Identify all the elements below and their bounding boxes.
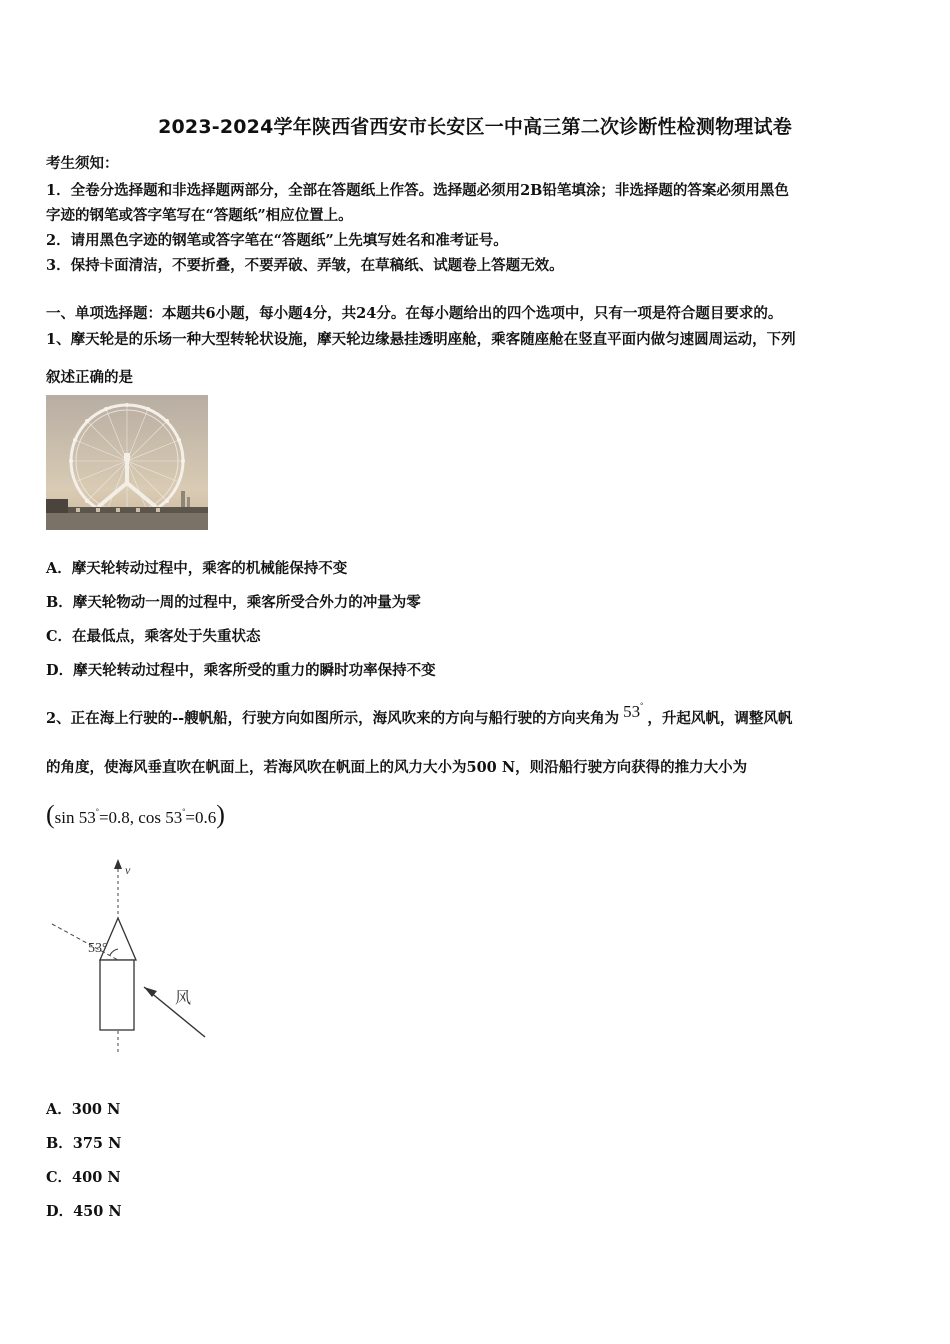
question-2-stem-line-2: 的角度，使海风垂直吹在帆面上，若海风吹在帆面上的风力大小为500 N，则沿船行驶方向获得的推力大小为 — [46, 759, 748, 776]
question-2-angle: 53 — [623, 702, 641, 721]
formula-cos-value: =0.6 — [185, 808, 217, 827]
page-title: 2023-2024学年陕西省西安市长安区一中高三第二次诊断性检测物理试卷 — [158, 116, 792, 138]
section-heading: 一、单项选择题：本题共6小题，每小题4分，共24分。在每小题给出的四个选项中，只有一项是符合题目要求的。 — [46, 305, 783, 322]
ferris-wheel-photo — [46, 395, 208, 530]
question-2-option-d: D．450 N — [46, 1203, 122, 1220]
question-1-stem-line-1: 1、摩天轮是的乐场一种大型转轮状设施，摩天轮边缘悬挂透明座舱，乘客随座舱在竖直平面内做匀速圆周运动，下列 — [46, 331, 796, 348]
angle-label: 53° — [88, 941, 108, 956]
notice-item-1-line-2: 字迹的钢笔或答字笔写在“答题纸”相应位置上。 — [46, 207, 353, 224]
notice-item-2: 2．请用黑色字迹的钢笔或答字笔在“答题纸”上先填写姓名和准考证号。 — [46, 232, 508, 249]
boat-hull — [100, 960, 134, 1030]
wind-label: 风 — [175, 988, 192, 1007]
formula-sin: sin 53 — [54, 808, 96, 827]
question-1-stem-line-2: 叙述正确的是 — [46, 369, 133, 386]
notice-heading: 考生须知： — [46, 155, 119, 172]
question-2-formula: (sin 53°=0.8, cos 53°=0.6) — [46, 800, 225, 829]
question-2-option-c: C．400 N — [46, 1169, 121, 1186]
question-1-option-c: C．在最低点，乘客处于失重状态 — [46, 628, 261, 645]
notice-item-1-line-1: 1．全卷分选择题和非选择题两部分，全部在答题纸上作答。选择题必须用2B铅笔填涂；非选择题的答案必须用黑色 — [46, 182, 789, 199]
question-2-stem-line-1: 2、正在海上行驶的--艘帆船，行驶方向如图所示，海风吹来的方向与船行驶的方向夹角为 53°，升起风帆，调整风帆 — [46, 701, 793, 727]
question-2-option-a: A．300 N — [46, 1101, 121, 1118]
question-2-stem-part-b: ，升起风帆，调整风帆 — [647, 710, 793, 727]
question-2-option-b: B．375 N — [46, 1135, 122, 1152]
formula-sin-value: =0.8, cos 53 — [98, 808, 183, 827]
velocity-label: v — [125, 863, 131, 877]
question-1-option-b: B．摩天轮物动一周的过程中，乘客所受合外力的冲量为零 — [46, 594, 421, 611]
velocity-arrow — [114, 859, 122, 869]
sailboat-diagram — [46, 856, 216, 1056]
notice-item-3: 3．保持卡面清洁，不要折叠，不要弄破、弄皱，在草稿纸、试题卷上答题无效。 — [46, 257, 564, 274]
question-1-option-d: D．摩天轮转动过程中，乘客所受的重力的瞬时功率保持不变 — [46, 662, 436, 679]
question-1-option-a: A．摩天轮转动过程中，乘客的机械能保持不变 — [46, 560, 348, 577]
question-2-stem-part-a: 2、正在海上行驶的--艘帆船，行驶方向如图所示，海风吹来的方向与船行驶的方向夹角为 — [46, 710, 620, 727]
